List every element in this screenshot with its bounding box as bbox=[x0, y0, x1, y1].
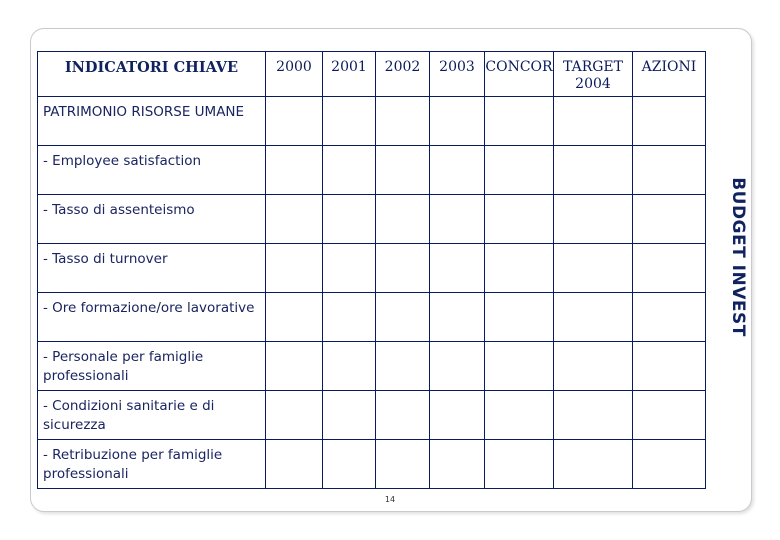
table-cell bbox=[376, 195, 430, 244]
table-cell bbox=[376, 244, 430, 293]
table-cell bbox=[485, 391, 554, 440]
table-cell bbox=[485, 195, 554, 244]
budget-invest-side-label bbox=[727, 172, 749, 342]
table-cell bbox=[266, 195, 323, 244]
table-cell bbox=[376, 97, 430, 146]
table-cell bbox=[430, 146, 485, 195]
table-cell bbox=[323, 146, 376, 195]
table-cell bbox=[554, 440, 633, 489]
row-label: - Employee satisfaction bbox=[38, 146, 266, 195]
table-cell bbox=[430, 293, 485, 342]
table-cell bbox=[323, 195, 376, 244]
table-cell bbox=[485, 244, 554, 293]
table-cell bbox=[430, 195, 485, 244]
table-row bbox=[38, 244, 706, 293]
table-cell bbox=[633, 342, 706, 391]
table-cell bbox=[376, 440, 430, 489]
table-cell bbox=[430, 342, 485, 391]
table-cell bbox=[485, 293, 554, 342]
table-cell bbox=[633, 440, 706, 489]
table-row bbox=[38, 342, 706, 391]
table-cell bbox=[266, 440, 323, 489]
table-cell bbox=[554, 195, 633, 244]
table-cell bbox=[485, 146, 554, 195]
table-row bbox=[38, 440, 706, 489]
row-label: - Ore formazione/ore lavorative bbox=[38, 293, 266, 342]
table-cell bbox=[266, 97, 323, 146]
table-cell bbox=[376, 146, 430, 195]
table-cell bbox=[430, 97, 485, 146]
table-cell bbox=[266, 293, 323, 342]
table-cell bbox=[430, 391, 485, 440]
table-cell bbox=[376, 293, 430, 342]
page-number: 14 bbox=[384, 495, 396, 504]
kpi-table bbox=[37, 51, 706, 489]
table-cell bbox=[633, 244, 706, 293]
table-cell bbox=[554, 293, 633, 342]
table-cell bbox=[323, 391, 376, 440]
header-azioni: AZIONI bbox=[633, 52, 706, 97]
header-concor: CONCOR bbox=[485, 52, 554, 97]
table-cell bbox=[554, 244, 633, 293]
table-row bbox=[38, 146, 706, 195]
table-cell bbox=[485, 97, 554, 146]
table-cell bbox=[554, 342, 633, 391]
table-row bbox=[38, 195, 706, 244]
row-label: - Personale per famiglie professionali bbox=[38, 342, 266, 391]
table-cell bbox=[323, 293, 376, 342]
row-label: - Tasso di assenteismo bbox=[38, 195, 266, 244]
table-cell bbox=[376, 391, 430, 440]
side-label-text: BUDGET INVEST bbox=[728, 177, 748, 337]
table-cell bbox=[266, 391, 323, 440]
table-cell bbox=[323, 97, 376, 146]
table-cell bbox=[633, 391, 706, 440]
header-target-2004: TARGET 2004 bbox=[554, 52, 633, 97]
table-row bbox=[38, 391, 706, 440]
table-row bbox=[38, 97, 706, 146]
table-cell bbox=[323, 440, 376, 489]
table-cell bbox=[633, 195, 706, 244]
table-cell bbox=[554, 391, 633, 440]
table-cell bbox=[266, 244, 323, 293]
table-cell bbox=[633, 97, 706, 146]
table-cell bbox=[266, 342, 323, 391]
header-2000: 2000 bbox=[266, 52, 323, 97]
header-row bbox=[38, 52, 706, 97]
table-cell bbox=[430, 244, 485, 293]
row-label: - Retribuzione per famiglie professionali bbox=[38, 440, 266, 489]
table-cell bbox=[554, 146, 633, 195]
table-cell bbox=[633, 293, 706, 342]
row-label: - Tasso di turnover bbox=[38, 244, 266, 293]
header-2002: 2002 bbox=[376, 52, 430, 97]
table-row bbox=[38, 293, 706, 342]
table-cell bbox=[323, 244, 376, 293]
table-cell bbox=[554, 97, 633, 146]
table-cell bbox=[430, 440, 485, 489]
header-2003: 2003 bbox=[430, 52, 485, 97]
row-label: PATRIMONIO RISORSE UMANE bbox=[38, 97, 266, 146]
table-cell bbox=[376, 342, 430, 391]
row-label: - Condizioni sanitarie e di sicurezza bbox=[38, 391, 266, 440]
table-cell bbox=[323, 342, 376, 391]
table-cell bbox=[485, 342, 554, 391]
table-cell bbox=[485, 440, 554, 489]
table-cell bbox=[633, 146, 706, 195]
header-indicatori-chiave: INDICATORI CHIAVE bbox=[38, 52, 266, 97]
header-2001: 2001 bbox=[323, 52, 376, 97]
table-cell bbox=[266, 146, 323, 195]
